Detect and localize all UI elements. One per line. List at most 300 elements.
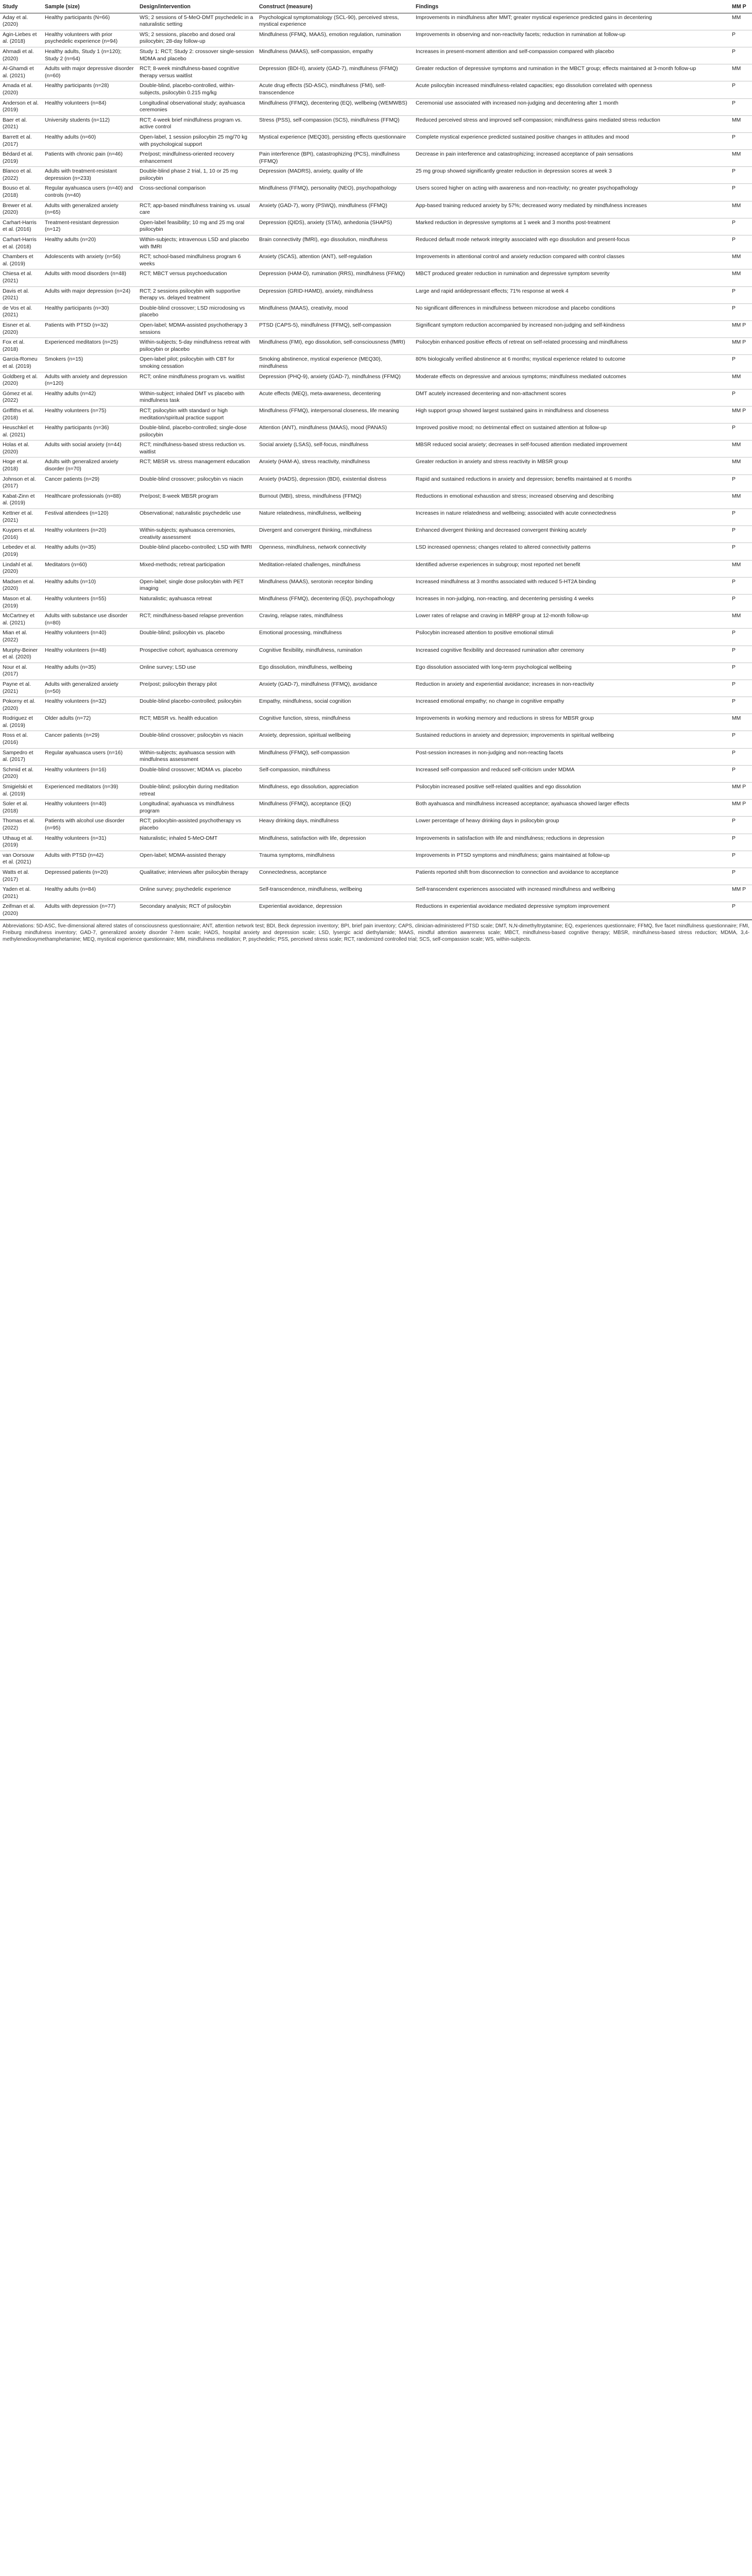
cell-findings: Improvements in working memory and reductions in stress for MBSR group (413, 714, 729, 731)
cell-sample: Healthy volunteers (n=32) (42, 697, 137, 714)
cell-design: RCT; MBSR vs. health education (137, 714, 257, 731)
cell-construct: Cognitive flexibility, mindfulness, rumination (257, 646, 413, 663)
table-row (0, 697, 752, 714)
cell-mm-p: MM (729, 201, 752, 218)
cell-study: Aday et al. (2020) (0, 13, 42, 30)
cell-sample: Healthy volunteers (n=40) (42, 800, 137, 817)
cell-construct: Self-transcendence, mindfulness, wellbeing (257, 885, 413, 902)
table-row (0, 680, 752, 697)
cell-mm-p: P (729, 286, 752, 303)
table-row (0, 423, 752, 440)
cell-study: Yaden et al. (2021) (0, 885, 42, 902)
table-row (0, 885, 752, 902)
cell-study: Bédard et al. (2019) (0, 150, 42, 167)
cell-findings: Reductions in experiential avoidance mediated depressive symptom improvement (413, 902, 729, 919)
cell-study: Hoge et al. (2018) (0, 457, 42, 474)
cell-design: RCT; mindfulness-based relapse prevention (137, 612, 257, 629)
cell-sample: Adults with major depression (n=24) (42, 286, 137, 303)
cell-design: Double-blind crossover; MDMA vs. placebo (137, 765, 257, 782)
cell-sample: Adults with major depressive disorder (n=60) (42, 64, 137, 81)
cell-sample: Treatment-resistant depression (n=12) (42, 218, 137, 235)
cell-study: Sampedro et al. (2017) (0, 748, 42, 765)
table-row (0, 132, 752, 149)
cell-construct: Anxiety (HADS), depression (BDI), existential distress (257, 474, 413, 492)
cell-mm-p: P (729, 30, 752, 47)
cell-sample: Healthy volunteers (n=84) (42, 98, 137, 115)
cell-construct: Psychological symptomatology (SCL-90), perceived stress, mystical experience (257, 13, 413, 30)
cell-design: Open-label feasibility; 10 mg and 25 mg oral psilocybin (137, 218, 257, 235)
cell-study: Payne et al. (2021) (0, 680, 42, 697)
cell-mm-p: P (729, 81, 752, 98)
cell-mm-p: MM (729, 64, 752, 81)
table-row (0, 286, 752, 303)
cell-study: Griffiths et al. (2018) (0, 406, 42, 423)
cell-sample: Healthy adults, Study 1 (n=120); Study 2 (n=64) (42, 47, 137, 64)
cell-study: de Vos et al. (2021) (0, 303, 42, 320)
cell-mm-p: P (729, 526, 752, 543)
cell-findings: Improvements in satisfaction with life and mindfulness; reductions in depression (413, 834, 729, 851)
cell-construct: PTSD (CAPS-5), mindfulness (FFMQ), self-compassion (257, 320, 413, 337)
cell-design: Within-subject; inhaled DMT vs placebo with mindfulness task (137, 389, 257, 406)
cell-sample: Experienced meditators (n=25) (42, 338, 137, 355)
cell-construct: Depression (BDI-II), anxiety (GAD-7), mindfulness (FFMQ) (257, 64, 413, 81)
cell-mm-p: MM (729, 269, 752, 286)
cell-study: Rodriguez et al. (2019) (0, 714, 42, 731)
cell-study: Al-Ghamdi et al. (2021) (0, 64, 42, 81)
cell-sample: Festival attendees (n=120) (42, 509, 137, 526)
cell-study: Davis et al. (2021) (0, 286, 42, 303)
cell-sample: Meditators (n=60) (42, 560, 137, 577)
cell-construct: Trauma symptoms, mindfulness (257, 851, 413, 868)
cell-sample: Adults with mood disorders (n=48) (42, 269, 137, 286)
table-row (0, 646, 752, 663)
cell-mm-p: MM (729, 457, 752, 474)
cell-design: Double-blind crossover; LSD microdosing vs placebo (137, 303, 257, 320)
cell-study: van Oorsouw et al. (2021) (0, 851, 42, 868)
cell-findings: Psilocybin increased positive self-related qualities and ego dissolution (413, 783, 729, 800)
cell-sample: Patients with chronic pain (n=46) (42, 150, 137, 167)
cell-construct: Brain connectivity (fMRI), ego dissolution, mindfulness (257, 235, 413, 252)
cell-findings: Rapid and sustained reductions in anxiety and depression; benefits maintained at 6 months (413, 474, 729, 492)
cell-design: RCT; psilocybin with standard or high meditation/spiritual practice support (137, 406, 257, 423)
table-row (0, 389, 752, 406)
cell-findings: Increases in non-judging, non-reacting, and decentering persisting 4 weeks (413, 594, 729, 611)
cell-design: RCT; online mindfulness program vs. waitlist (137, 372, 257, 389)
cell-design: Double-blind placebo-controlled; LSD with fMRI (137, 543, 257, 560)
cell-findings: High support group showed largest sustained gains in mindfulness and closeness (413, 406, 729, 423)
cell-study: Agin-Liebes et al. (2018) (0, 30, 42, 47)
cell-mm-p: MM (729, 612, 752, 629)
cell-sample: Older adults (n=72) (42, 714, 137, 731)
cell-findings: Large and rapid antidepressant effects; 71% response at week 4 (413, 286, 729, 303)
cell-design: RCT; MBSR vs. stress management education (137, 457, 257, 474)
cell-sample: Cancer patients (n=29) (42, 474, 137, 492)
cell-mm-p: P (729, 731, 752, 748)
table-row (0, 543, 752, 560)
cell-mm-p: MM (729, 440, 752, 457)
cell-design: Pre/post; psilocybin therapy pilot (137, 680, 257, 697)
cell-findings: Marked reduction in depressive symptoms at 1 week and 3 months post-treatment (413, 218, 729, 235)
table-row (0, 167, 752, 184)
cell-mm-p: MM (729, 492, 752, 509)
cell-findings: Users scored higher on acting with awareness and non-reactivity; no greater psychopathology (413, 184, 729, 201)
col-header-sample: Sample (size) (42, 2, 137, 13)
cell-mm-p: P (729, 629, 752, 646)
cell-sample: Healthy volunteers (n=20) (42, 526, 137, 543)
cell-study: Kabat-Zinn et al. (2019) (0, 492, 42, 509)
cell-design: Naturalistic; ayahuasca retreat (137, 594, 257, 611)
cell-construct: Mindfulness (MAAS), serotonin receptor binding (257, 577, 413, 594)
cell-sample: Adults with treatment-resistant depression (n=233) (42, 167, 137, 184)
cell-sample: Healthy adults (n=42) (42, 389, 137, 406)
cell-mm-p: P (729, 355, 752, 372)
cell-design: Observational; naturalistic psychedelic use (137, 509, 257, 526)
cell-construct: Cognitive function, stress, mindfulness (257, 714, 413, 731)
cell-mm-p: MM P (729, 406, 752, 423)
cell-study: Heuschkel et al. (2021) (0, 423, 42, 440)
cell-mm-p: P (729, 474, 752, 492)
cell-study: Lindahl et al. (2020) (0, 560, 42, 577)
cell-sample: Healthy adults (n=10) (42, 577, 137, 594)
table-row (0, 269, 752, 286)
cell-sample: Experienced meditators (n=39) (42, 783, 137, 800)
cell-construct: Anxiety (GAD-7), mindfulness (FFMQ), avoidance (257, 680, 413, 697)
cell-findings: Post-session increases in non-judging and non-reacting facets (413, 748, 729, 765)
cell-design: Longitudinal; ayahuasca vs mindfulness program (137, 800, 257, 817)
cell-study: Thomas et al. (2022) (0, 817, 42, 834)
table-footnote: Abbreviations: 5D-ASC, five-dimensional altered states of consciousness questionnaire; ANT, attention network test; BDI, Beck depression inventory; BPI, brief pain inventory; CAPS, clinician-administered PTSD scale; DMT, N,N-dimethyltryptamine; EQ, experiences questionnaire; FFMQ, five facet mindfulness questionnaire; FMI, Freiburg mindfulness inventory; GAD-7, generalized anxiety disorder 7-item scale; HADS, hospital anxiety and depression scale; LSD, lysergic acid diethylamide; MAAS, mindful attention awareness scale; MBCT, mindfulness-based cognitive therapy; MBSR, mindfulness-based stress reduction; MDMA, 3,4-methylenedioxymethamphetamine; MEQ, mystical experience questionnaire; MM, mindfulness meditation; P, psychedelic; PSS, perceived stress scale; RCT, randomized controlled trial; SCS, self-compassion scale; WS, within-subjects. (0, 920, 752, 943)
cell-mm-p: MM (729, 560, 752, 577)
cell-findings: Ceremonial use associated with increased non-judging and decentering after 1 month (413, 98, 729, 115)
cell-findings: LSD increased openness; changes related to altered connectivity patterns (413, 543, 729, 560)
cell-design: Within-subjects; ayahuasca ceremonies, creativity assessment (137, 526, 257, 543)
cell-study: Ross et al. (2016) (0, 731, 42, 748)
cell-construct: Mindfulness (FFMQ), interpersonal closeness, life meaning (257, 406, 413, 423)
cell-study: Carhart-Harris et al. (2016) (0, 218, 42, 235)
cell-construct: Emotional processing, mindfulness (257, 629, 413, 646)
cell-design: Open-label; MDMA-assisted psychotherapy 3 sessions (137, 320, 257, 337)
cell-study: Watts et al. (2017) (0, 868, 42, 885)
cell-construct: Smoking abstinence, mystical experience (MEQ30), mindfulness (257, 355, 413, 372)
cell-design: Online survey; LSD use (137, 663, 257, 680)
col-header-findings: Findings (413, 2, 729, 13)
cell-findings: Identified adverse experiences in subgroup; most reported net benefit (413, 560, 729, 577)
cell-findings: Lower percentage of heavy drinking days in psilocybin group (413, 817, 729, 834)
cell-mm-p: P (729, 167, 752, 184)
cell-construct: Heavy drinking days, mindfulness (257, 817, 413, 834)
table-row (0, 406, 752, 423)
cell-construct: Mindfulness, satisfaction with life, depression (257, 834, 413, 851)
cell-sample: Adolescents with anxiety (n=56) (42, 252, 137, 269)
cell-design: Open-label; MDMA-assisted therapy (137, 851, 257, 868)
cell-design: RCT; 8-week mindfulness-based cognitive therapy versus waitlist (137, 64, 257, 81)
cell-mm-p: MM (729, 252, 752, 269)
cell-mm-p: MM (729, 13, 752, 30)
cell-design: Double-blind placebo-controlled; psilocybin (137, 697, 257, 714)
cell-findings: Improved positive mood; no detrimental effect on sustained attention at follow-up (413, 423, 729, 440)
cell-findings: Improvements in mindfulness after MMT; greater mystical experience predicted gains in decentering (413, 13, 729, 30)
cell-sample: Healthy adults (n=20) (42, 235, 137, 252)
cell-findings: 25 mg group showed significantly greater reduction in depression scores at week 3 (413, 167, 729, 184)
table-row (0, 594, 752, 611)
table-row (0, 817, 752, 834)
cell-mm-p: MM (729, 115, 752, 132)
table-row (0, 320, 752, 337)
cell-study: Ahmadi et al. (2020) (0, 47, 42, 64)
cell-design: RCT; MBCT versus psychoeducation (137, 269, 257, 286)
cell-construct: Depression (MADRS), anxiety, quality of life (257, 167, 413, 184)
cell-design: RCT; app-based mindfulness training vs. usual care (137, 201, 257, 218)
cell-design: Double-blind; psilocybin vs. placebo (137, 629, 257, 646)
cell-construct: Attention (ANT), mindfulness (MAAS), mood (PANAS) (257, 423, 413, 440)
table-row (0, 440, 752, 457)
cell-construct: Self-compassion, mindfulness (257, 765, 413, 782)
cell-study: Brewer et al. (2020) (0, 201, 42, 218)
table-row (0, 150, 752, 167)
cell-design: Longitudinal observational study; ayahuasca ceremonies (137, 98, 257, 115)
cell-sample: Patients with PTSD (n=32) (42, 320, 137, 337)
cell-mm-p: MM P (729, 800, 752, 817)
cell-mm-p: P (729, 697, 752, 714)
table-row (0, 902, 752, 919)
table-row (0, 13, 752, 30)
cell-findings: Increased emotional empathy; no change in cognitive empathy (413, 697, 729, 714)
cell-design: Double-blind; psilocybin during meditation retreat (137, 783, 257, 800)
table-row (0, 184, 752, 201)
cell-design: Double-blind crossover; psilocybin vs niacin (137, 474, 257, 492)
cell-study: Goldberg et al. (2020) (0, 372, 42, 389)
cell-findings: DMT acutely increased decentering and non-attachment scores (413, 389, 729, 406)
cell-findings: Reduced default mode network integrity associated with ego dissolution and present-focus (413, 235, 729, 252)
cell-construct: Depression (QIDS), anxiety (STAI), anhedonia (SHAPS) (257, 218, 413, 235)
cell-construct: Connectedness, acceptance (257, 868, 413, 885)
review-table (0, 2, 752, 920)
cell-construct: Mindfulness (FFMQ), personality (NEO), psychopathology (257, 184, 413, 201)
cell-construct: Ego dissolution, mindfulness, wellbeing (257, 663, 413, 680)
cell-design: RCT; 2 sessions psilocybin with supportive therapy vs. delayed treatment (137, 286, 257, 303)
cell-mm-p: MM (729, 372, 752, 389)
cell-sample: Depressed patients (n=20) (42, 868, 137, 885)
cell-sample: Healthy volunteers (n=55) (42, 594, 137, 611)
table-row (0, 64, 752, 81)
cell-sample: Cancer patients (n=29) (42, 731, 137, 748)
cell-sample: Healthy participants (n=28) (42, 81, 137, 98)
cell-construct: Empathy, mindfulness, social cognition (257, 697, 413, 714)
cell-study: Johnson et al. (2017) (0, 474, 42, 492)
col-header-design: Design/intervention (137, 2, 257, 13)
cell-study: Holas et al. (2020) (0, 440, 42, 457)
cell-construct: Anxiety, depression, spiritual wellbeing (257, 731, 413, 748)
table-row (0, 783, 752, 800)
cell-study: Kuypers et al. (2016) (0, 526, 42, 543)
cell-design: Double-blind, placebo-controlled; single-dose psilocybin (137, 423, 257, 440)
cell-sample: Healthy volunteers (n=40) (42, 629, 137, 646)
table-row (0, 868, 752, 885)
table-row (0, 629, 752, 646)
cell-design: Secondary analysis; RCT of psilocybin (137, 902, 257, 919)
col-header-mm-p: MM P (729, 2, 752, 13)
cell-construct: Mindfulness (FFMQ), acceptance (EQ) (257, 800, 413, 817)
cell-mm-p: P (729, 902, 752, 919)
cell-study: Smigielski et al. (2019) (0, 783, 42, 800)
cell-study: Chambers et al. (2019) (0, 252, 42, 269)
cell-findings: Psilocybin increased attention to positive emotional stimuli (413, 629, 729, 646)
cell-findings: Increases in present-moment attention and self-compassion compared with placebo (413, 47, 729, 64)
cell-design: WS; 2 sessions, placebo and dosed oral psilocybin; 28-day follow-up (137, 30, 257, 47)
cell-findings: Increased mindfulness at 3 months associated with reduced 5-HT2A binding (413, 577, 729, 594)
cell-construct: Burnout (MBI), stress, mindfulness (FFMQ) (257, 492, 413, 509)
cell-design: RCT; school-based mindfulness program 6 weeks (137, 252, 257, 269)
cell-construct: Mindfulness (FFMQ), decentering (EQ), wellbeing (WEMWBS) (257, 98, 413, 115)
cell-study: Bouso et al. (2018) (0, 184, 42, 201)
cell-design: Qualitative; interviews after psilocybin therapy (137, 868, 257, 885)
cell-findings: Patients reported shift from disconnection to connection and avoidance to acceptance (413, 868, 729, 885)
cell-design: Open-label; single dose psilocybin with PET imaging (137, 577, 257, 594)
cell-construct: Nature relatedness, mindfulness, wellbeing (257, 509, 413, 526)
cell-sample: Adults with anxiety and depression (n=120) (42, 372, 137, 389)
table-row (0, 765, 752, 782)
table-row (0, 612, 752, 629)
cell-mm-p: MM P (729, 783, 752, 800)
cell-findings: Improvements in observing and non-reactivity facets; reduction in rumination at follow-up (413, 30, 729, 47)
cell-study: Pokorny et al. (2020) (0, 697, 42, 714)
cell-study: Carhart-Harris et al. (2018) (0, 235, 42, 252)
table-row (0, 355, 752, 372)
table-row (0, 492, 752, 509)
table-row (0, 235, 752, 252)
cell-study: Anderson et al. (2019) (0, 98, 42, 115)
cell-design: Online survey; psychedelic experience (137, 885, 257, 902)
cell-findings: Increased self-compassion and reduced self-criticism under MDMA (413, 765, 729, 782)
cell-sample: Healthy volunteers with prior psychedelic experience (n=94) (42, 30, 137, 47)
cell-mm-p: P (729, 834, 752, 851)
cell-mm-p: MM P (729, 885, 752, 902)
cell-findings: Complete mystical experience predicted sustained positive changes in attitudes and mood (413, 132, 729, 149)
cell-study: McCartney et al. (2021) (0, 612, 42, 629)
cell-mm-p: P (729, 646, 752, 663)
cell-study: Uthaug et al. (2019) (0, 834, 42, 851)
cell-mm-p: P (729, 47, 752, 64)
cell-design: Open-label pilot; psilocybin with CBT for smoking cessation (137, 355, 257, 372)
cell-study: Madsen et al. (2020) (0, 577, 42, 594)
cell-sample: Healthy volunteers (n=31) (42, 834, 137, 851)
cell-construct: Mindfulness (MAAS), creativity, mood (257, 303, 413, 320)
cell-mm-p: P (729, 423, 752, 440)
cell-study: Kettner et al. (2021) (0, 509, 42, 526)
cell-construct: Mindfulness (FFMQ, MAAS), emotion regulation, rumination (257, 30, 413, 47)
table-row (0, 338, 752, 355)
cell-mm-p: P (729, 663, 752, 680)
cell-sample: Adults with generalized anxiety (n=50) (42, 680, 137, 697)
cell-findings: Sustained reductions in anxiety and depression; improvements in spiritual wellbeing (413, 731, 729, 748)
cell-study: Gómez et al. (2022) (0, 389, 42, 406)
cell-study: Amada et al. (2020) (0, 81, 42, 98)
cell-findings: Acute psilocybin increased mindfulness-related capacities; ego dissolution correlated with openness (413, 81, 729, 98)
cell-mm-p: P (729, 184, 752, 201)
cell-findings: Reduction in anxiety and experiential avoidance; increases in non-reactivity (413, 680, 729, 697)
cell-construct: Pain interference (BPI), catastrophizing (PCS), mindfulness (FFMQ) (257, 150, 413, 167)
cell-design: Prospective cohort; ayahuasca ceremony (137, 646, 257, 663)
cell-sample: Healthy participants (N=66) (42, 13, 137, 30)
cell-findings: Both ayahuasca and mindfulness increased acceptance; ayahuasca showed larger effects (413, 800, 729, 817)
cell-study: Zeifman et al. (2020) (0, 902, 42, 919)
cell-sample: Healthy adults (n=35) (42, 543, 137, 560)
cell-study: Fox et al. (2018) (0, 338, 42, 355)
table-row (0, 47, 752, 64)
cell-design: RCT; mindfulness-based stress reduction vs. waitlist (137, 440, 257, 457)
cell-construct: Mindfulness (FMI), ego dissolution, self-consciousness (fMRI) (257, 338, 413, 355)
cell-design: Within-subjects; ayahuasca session with mindfulness assessment (137, 748, 257, 765)
table-row (0, 526, 752, 543)
table-row (0, 457, 752, 474)
table-row (0, 252, 752, 269)
table-row (0, 372, 752, 389)
table-row (0, 201, 752, 218)
table-row (0, 851, 752, 868)
cell-findings: Self-transcendent experiences associated with increased mindfulness and wellbeing (413, 885, 729, 902)
cell-construct: Experiential avoidance, depression (257, 902, 413, 919)
table-row (0, 577, 752, 594)
cell-design: Mixed-methods; retreat participation (137, 560, 257, 577)
cell-findings: Improvements in attentional control and anxiety reduction compared with control classes (413, 252, 729, 269)
cell-findings: Reductions in emotional exhaustion and stress; increased observing and describing (413, 492, 729, 509)
cell-construct: Mindfulness, ego dissolution, appreciation (257, 783, 413, 800)
cell-sample: Healthy adults (n=84) (42, 885, 137, 902)
cell-sample: Adults with substance use disorder (n=80) (42, 612, 137, 629)
cell-sample: Adults with generalized anxiety (n=65) (42, 201, 137, 218)
cell-mm-p: P (729, 132, 752, 149)
table-row (0, 509, 752, 526)
cell-study: Blanco et al. (2022) (0, 167, 42, 184)
cell-mm-p: P (729, 218, 752, 235)
cell-design: Open-label, 1 session psilocybin 25 mg/70 kg with psychological support (137, 132, 257, 149)
cell-design: RCT; 4-week brief mindfulness program vs. active control (137, 115, 257, 132)
cell-mm-p: P (729, 868, 752, 885)
cell-sample: Regular ayahuasca users (n=16) (42, 748, 137, 765)
cell-mm-p: P (729, 817, 752, 834)
cell-construct: Mystical experience (MEQ30), persisting effects questionnaire (257, 132, 413, 149)
cell-construct: Depression (HAM-D), rumination (RRS), mindfulness (FFMQ) (257, 269, 413, 286)
cell-study: Chiesa et al. (2021) (0, 269, 42, 286)
cell-study: Nour et al. (2017) (0, 663, 42, 680)
cell-findings: Decrease in pain interference and catastrophizing; increased acceptance of pain sensations (413, 150, 729, 167)
cell-design: Double-blind, placebo-controlled, within-subjects, psilocybin 0.215 mg/kg (137, 81, 257, 98)
cell-design: Study 1: RCT; Study 2: crossover single-session MDMA and placebo (137, 47, 257, 64)
cell-findings: Significant symptom reduction accompanied by increased non-judging and self-kindness (413, 320, 729, 337)
cell-construct: Divergent and convergent thinking, mindfulness (257, 526, 413, 543)
table-row (0, 474, 752, 492)
cell-sample: Healthy adults (n=35) (42, 663, 137, 680)
cell-construct: Mindfulness (FFMQ), decentering (EQ), psychopathology (257, 594, 413, 611)
cell-construct: Anxiety (SCAS), attention (ANT), self-regulation (257, 252, 413, 269)
cell-study: Eisner et al. (2020) (0, 320, 42, 337)
cell-sample: Regular ayahuasca users (n=40) and controls (n=40) (42, 184, 137, 201)
cell-sample: Healthy volunteers (n=16) (42, 765, 137, 782)
cell-findings: No significant differences in mindfulness between microdose and placebo conditions (413, 303, 729, 320)
cell-mm-p: P (729, 748, 752, 765)
cell-study: Mian et al. (2022) (0, 629, 42, 646)
cell-mm-p: MM P (729, 320, 752, 337)
cell-findings: Increases in nature relatedness and wellbeing; associated with acute connectedness (413, 509, 729, 526)
table-row (0, 303, 752, 320)
cell-design: Double-blind crossover; psilocybin vs niacin (137, 731, 257, 748)
cell-findings: Ego dissolution associated with long-term psychological wellbeing (413, 663, 729, 680)
table-row (0, 115, 752, 132)
cell-sample: Adults with PTSD (n=42) (42, 851, 137, 868)
table-row (0, 800, 752, 817)
cell-construct: Acute drug effects (5D-ASC), mindfulness (FMI), self-transcendence (257, 81, 413, 98)
cell-design: Cross-sectional comparison (137, 184, 257, 201)
